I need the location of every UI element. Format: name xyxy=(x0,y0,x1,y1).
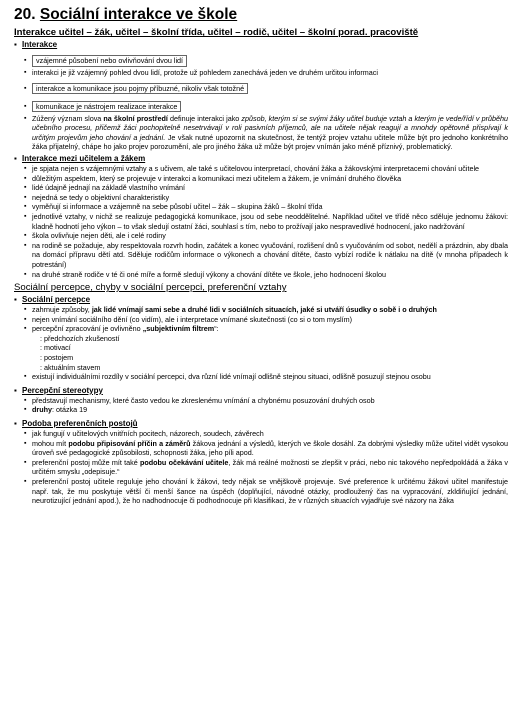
text: percepční zpracování je ovlivněno xyxy=(32,324,143,334)
list-item: ▪ důležitým aspektem, který se projevuje v interakci a komunikaci mezi učitelem a žákem, je vnímání druhého člověka xyxy=(32,174,510,184)
section-title-stereotypy: ▪ Percepční stereotypy xyxy=(14,386,510,396)
list-item: ▪ škola ovlivňuje nejen děti, ale i celé rodiny xyxy=(32,231,510,241)
section-title-ucitel-zak: ▪ Interakce mezi učitelem a žákem xyxy=(14,154,510,164)
title-text: Sociální interakce ve škole xyxy=(39,6,238,23)
section-ucitel-zak xyxy=(14,154,510,279)
list-item xyxy=(32,305,510,315)
list-item: ▪ existují individuálními rozdíly v sociální percepci, dva různí lidé vnímají odlišně stejnou situaci, odlišně posuzují stejnou osobu xyxy=(32,372,510,382)
section-title-preferencni-postoje: ▪ Podoba preferenčních postojů xyxy=(14,419,510,429)
text: “: xyxy=(214,324,219,334)
list-interakce xyxy=(14,50,510,152)
list-item: ▪ na druhé straně rodiče v té či oné míře a formě sledují výkony a chování dítěte ve škole, jeho hodnocení školou xyxy=(32,270,510,280)
list-item xyxy=(32,439,510,458)
text: , žák má reálné možnosti se zlepšit v práci, nebo nic takového nepředpokládá a žáka v určitém smyslu „odepisuje.“ xyxy=(32,457,508,477)
section-title-interakce: ▪ Interakce xyxy=(14,40,510,50)
text: žákova jednání a výsledů, kterých ve škole dosáhl. Za dobrými výsledky může učitel vidět vysokou úroveň své pedagogické způsobilosti, schopnosti žáka, jeho píli apod. xyxy=(32,438,509,458)
text-bold: podobu očekávání učitele xyxy=(139,457,229,467)
text: Zúžený význam slova xyxy=(32,113,104,123)
text-bold: druhy xyxy=(32,405,52,415)
list-item xyxy=(32,405,510,415)
filter-item: : postojem xyxy=(40,353,74,363)
list-item: ▪ jednotlivé vztahy, v nichž se realizuje pedagogická komunikace, jsou od sebe neoddělitelné. Například učitel ve třídě něco sděluje jednomu žákovi: kladně hodnotí jeho výkon – to však sledují ostatní žáci, souhlasí s tím, nebo to prožívají jako nespravedlivé hodnocení, jako nadržování xyxy=(32,212,510,231)
text-italic: způsob, kterým si se svými žáky učitel buduje vztah a kterým je vede/řídí v průběhu učebního procesu, přičemž žáci pochopitelně nesetrvávají v roli pasivních příjemců, ale na učitele nějak reagují a mnohdy opětovně přispívají k určitým projevům jeho chování a jednání. xyxy=(32,113,508,142)
filter-item: : aktuálním stavem xyxy=(40,362,101,372)
text-bold: na školní prostředí xyxy=(103,113,168,123)
list-stereotypy xyxy=(14,396,510,415)
section-socialni-percepce xyxy=(14,295,510,382)
subtitle: Interakce učitel – žák, učitel – školní třída, učitel – rodič, učitel – školní porad. pracoviště xyxy=(14,27,419,38)
text-bold: podobu připisování příčin a záměrů xyxy=(68,438,191,448)
subtitle-2: Sociální percepce, chyby v sociální percepci, preferenční vztahy xyxy=(14,282,287,294)
list-item: ▪ je spjata nejen s vzájemnými vztahy a s učivem, ale také s učitelovou interpretací, chování žáka a žákovskými interpretacemi chování učitele xyxy=(32,164,510,174)
text: : otázka 19 xyxy=(51,405,88,415)
list-socialni-percepce-2 xyxy=(14,372,510,382)
list-item xyxy=(32,324,510,334)
list-item: ▪ jak fungují v učitelových vnitřních pocitech, názorech, soudech, závěrech xyxy=(32,429,510,439)
list-ucitel-zak xyxy=(14,164,510,279)
list-item: ▪ nejen vnímání sociálního dění (co vidím), ale i interpretace vnímané skutečnosti (co si o tom myslím) xyxy=(32,315,510,325)
list-item: ▪ preferenční postoj učitele reguluje jeho chování k žákovi, tedy nějak se vnějškově projevuje. Své preference k určitému žákovi učitel manifestuje např. tak, že mu poskytuje větší či menší šance na úspěch (doplňující, návodné otázky, prodloužený čas na vypracování, zkldiňující jednání, neurotizující jednání apod.), že ho nadhodnocuje či podhodnocuje při klasifikaci, že v různých situacích vyjadřuje své názory na žáka xyxy=(32,477,510,506)
text-bold: „subjektivním filtrem xyxy=(142,324,215,334)
text: definuje interakci jako xyxy=(167,113,242,123)
section-interakce xyxy=(14,40,510,152)
list-item: ▪ na rodině se požaduje, aby respektovala rozvrh hodin, začátek a konec vyučování, rozlišení dnů s vyučováním od sobot, nedělí a prázdnin, aby dbala na domácí přípravu dětí atd. Sděluje rodičům informace o výkonech a chování dítěte, často vybízí rodiče k nátlaku na dítě (v mnoha případech k potrestání) xyxy=(32,241,510,270)
list-item xyxy=(32,458,510,477)
list-item: ▪ nejedná se tedy o objektivní charakteristiky xyxy=(32,193,510,203)
section-title-socialni-percepce: ▪ Sociální percepce xyxy=(14,295,510,305)
list-item: ▪ lidé údajně jednají na základě vlastního vnímání xyxy=(32,183,510,193)
text: preferenční postoj může mít také xyxy=(32,457,140,467)
text-bold: jak lidé vnímají sami sebe a druhé lidi v sociálních situacích, jaké si utváří úsudky o sobě i o druhých xyxy=(91,305,437,315)
list-socialni-percepce xyxy=(14,305,510,334)
list-item: ▪ interakce a komunikace jsou pojmy příbuzné, nikoliv však totožné xyxy=(32,83,248,95)
text: zahrnuje způsoby, xyxy=(32,305,92,315)
list-item: ▪ interakci je již vzájemný pohled dvou lidí, protože už pohledem zanechává jeden ve druhém určitou informaci xyxy=(32,68,510,78)
list-preferencni-postoje xyxy=(14,429,510,506)
section-preferencni-postoje xyxy=(14,419,510,506)
list-item: ▪ představují mechanismy, které často vedou ke zkreslenému vnímání a chybnému posuzování druhých osob xyxy=(32,396,510,406)
filter-item: : předchozích zkušeností xyxy=(40,333,120,343)
filter-item: : motivací xyxy=(40,343,71,353)
list-item: ▪ vyměňují si informace a vzájemně na sebe působí učitel – žák – skupina žáků – školní třída xyxy=(32,202,510,212)
text: mohou mít xyxy=(32,438,69,448)
title-number: 20. xyxy=(14,6,36,23)
list-item-zuzeny xyxy=(32,114,510,152)
list-item: ▪ vzájemné působení nebo ovlivňování dvou lidí xyxy=(32,55,187,67)
page-title xyxy=(14,6,510,24)
text: Je však nutné upozornit na skutečnost, že tentýž projev vztahu učitele může být pro jednoho konkrétního žáka přijatelný, chápe ho jako projev porozumění, ale pro jiného žáka už může být projev vnímán jako méně příznivý, problematický. xyxy=(32,132,509,152)
section-stereotypy xyxy=(14,386,510,415)
list-item: ▪ komunikace je nástrojem realizace interakce xyxy=(32,101,181,113)
